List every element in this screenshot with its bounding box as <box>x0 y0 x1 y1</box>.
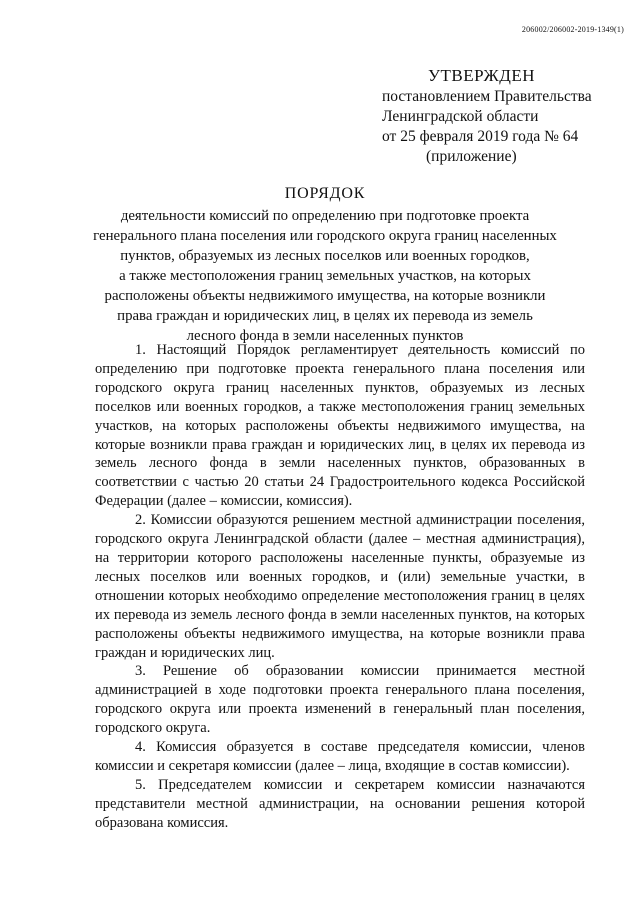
document-title: ПОРЯДОК <box>284 185 366 202</box>
document-body <box>95 341 585 833</box>
document-code: 206002/206002-2019-1349(1) <box>521 25 624 34</box>
approval-appendix: (приложение) <box>426 148 517 165</box>
subtitle-line: права граждан и юридических лиц, в целях их перевода из земель <box>117 308 533 324</box>
paragraph-4: 4. Комиссия образуется в составе председателя комиссии, членов комиссии и секретаря комиссии (далее – лица, входящие в состав комиссии). <box>95 739 585 774</box>
paragraph-3: 3. Решение об образовании комиссии принимается местной администрацией в ходе подготовки проекта генерального плана поселения, городского округа или проекта изменений в генеральный план поселения, городского округа. <box>95 663 585 737</box>
subtitle-line: пунктов, образуемых из лесных поселков или военных городков, <box>120 248 530 264</box>
approval-line-2: Ленинградской области <box>382 108 539 125</box>
subtitle-line: а также местоположения границ земельных участков, на которых <box>119 268 531 284</box>
subtitle-line: лесного фонда в земли населенных пунктов <box>186 328 464 344</box>
approval-title: УТВЕРЖДЕН <box>428 66 535 85</box>
approval-line-1: постановлением Правительства <box>382 88 592 105</box>
subtitle-line: расположены объекты недвижимого имущества, на которые возникли <box>104 288 546 304</box>
paragraph-1: 1. Настоящий Порядок регламентирует деятельность комиссий по определению при подготовке проекта генерального плана поселения или городского округа границ населенных пунктов, образуемых из лесных поселков или военных городков, а также местоположения границ земельных участков, на которых расположены объекты недвижимого имущества, на которые возникли права граждан и юридических лиц, в целях их перевода из земель лесного фонда в земли населенных пунктов, образованных в соответствии с частью 20 статьи 24 Градостроительного кодекса Российской Федерации (далее – комиссии, комиссия). <box>95 342 585 510</box>
paragraph-5: 5. Председателем комиссии и секретарем комиссии назначаются представители местной администрации, на основании решения которой образована комиссия. <box>95 776 585 831</box>
subtitle-line: деятельности комиссий по определению при подготовке проекта <box>120 208 530 224</box>
approval-stamp <box>382 66 632 167</box>
approval-line-3: от 25 февраля 2019 года № 64 <box>382 128 579 145</box>
paragraph-2: 2. Комиссии образуются решением местной администрации поселения, городского округа Ленинградской области (далее – местная администрация), на территории которого расположены населенные пункты, образуемые из лесных поселков или военных городков, и (или) земельные участки, в отношении которых необходимо определение местоположения границ в целях их перевода из земель лесного фонда в земли населенных пунктов, на которых расположены объекты недвижимого имущества, на которые возникли права граждан и юридических лиц. <box>95 512 585 661</box>
document-heading <box>60 184 590 346</box>
subtitle-line: генерального плана поселения или городского округа границ населенных <box>93 228 557 244</box>
